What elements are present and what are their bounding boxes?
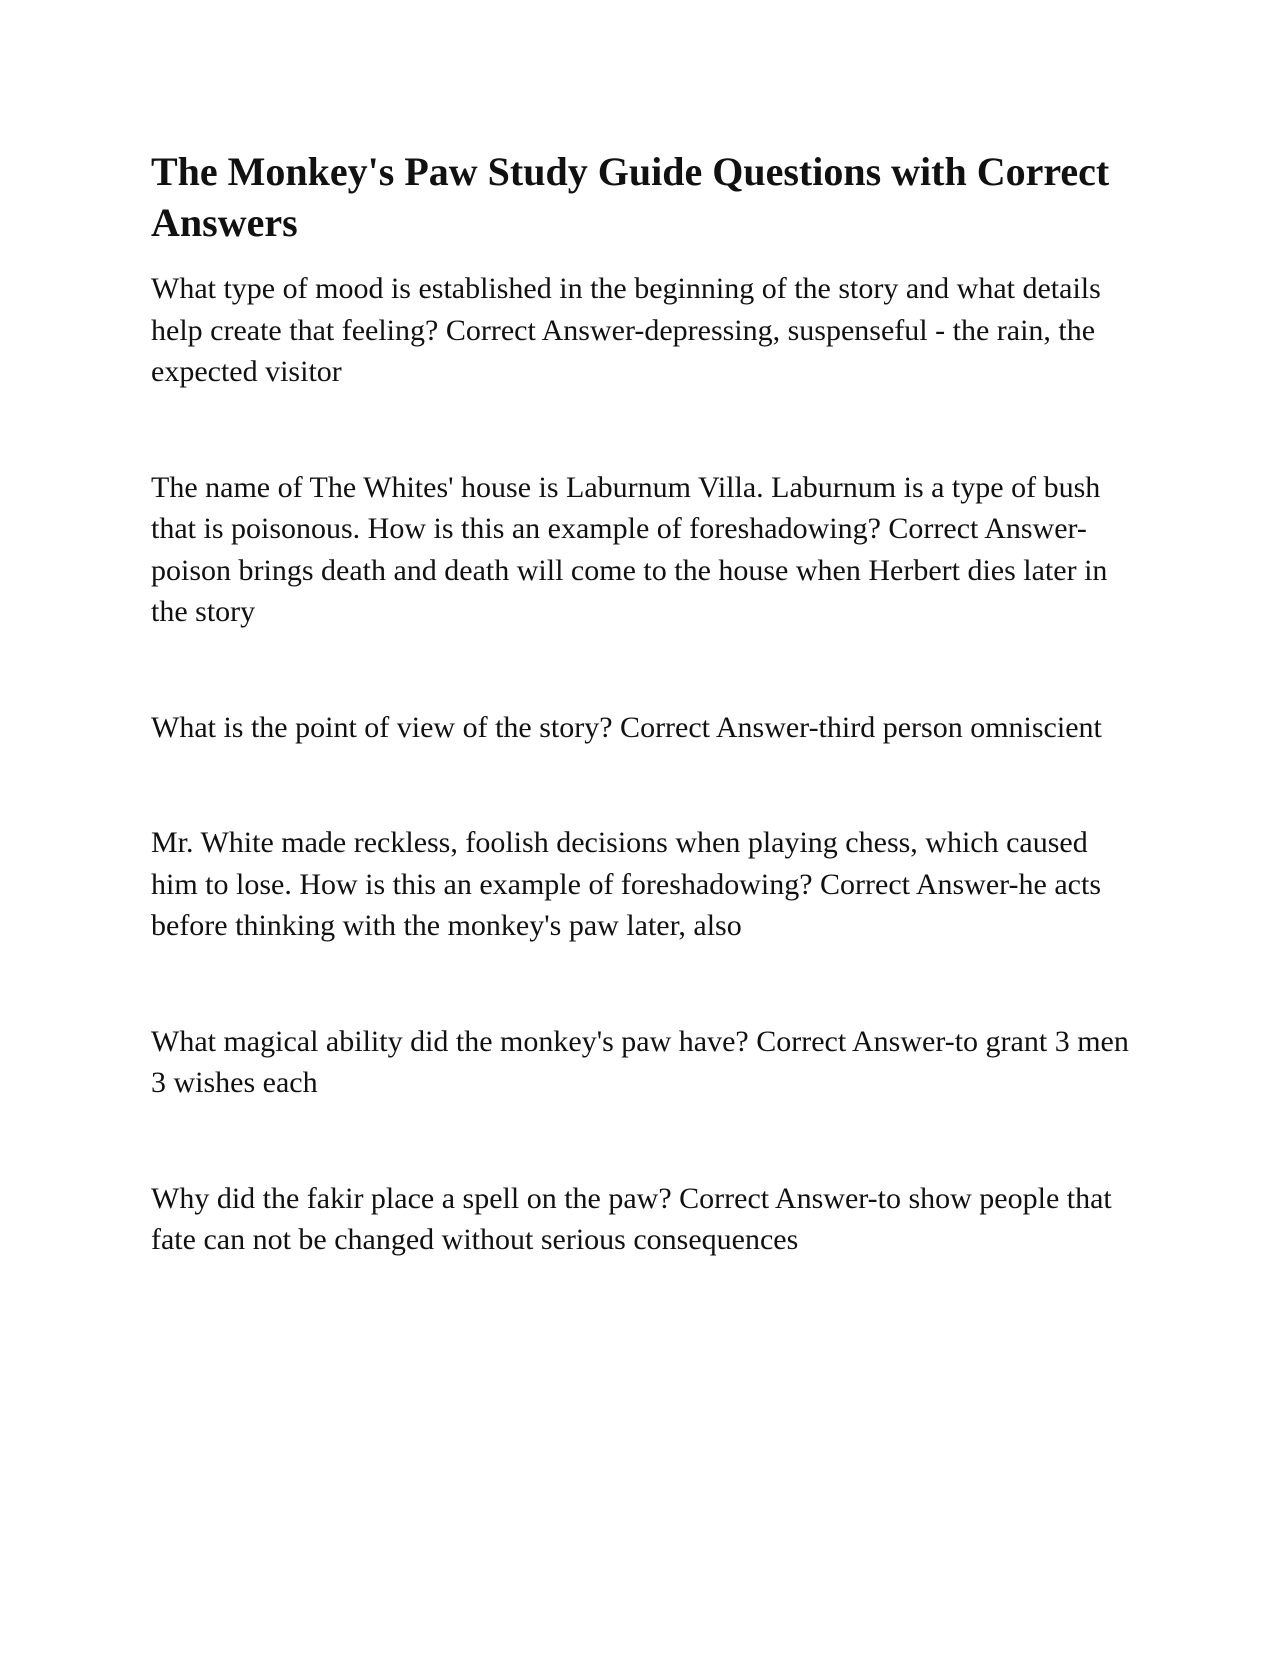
qa-item-1: What type of mood is established in the beginning of the story and what details help create that feeling? Correct Answer-depressing, suspenseful - the rain, the expected visitor bbox=[151, 272, 1101, 388]
qa-item-5: What magical ability did the monkey's paw have? Correct Answer-to grant 3 men 3 wishes each bbox=[151, 1024, 1129, 1099]
qa-item-6: Why did the fakir place a spell on the paw? Correct Answer-to show people that fate can not be changed without serious consequences bbox=[151, 1181, 1112, 1256]
document-content bbox=[151, 146, 1131, 1261]
document-title: The Monkey's Paw Study Guide Questions with Correct Answers bbox=[151, 149, 1110, 245]
qa-list bbox=[151, 268, 1131, 1261]
qa-item-3: What is the point of view of the story? Correct Answer-third person omniscient bbox=[151, 710, 1102, 744]
qa-item-4: Mr. White made reckless, foolish decisions when playing chess, which caused him to lose. How is this an example of foreshadowing? Correct Answer-he acts before thinking with the monkey's paw later, also bbox=[151, 826, 1101, 942]
qa-item-2: The name of The Whites' house is Laburnum Villa. Laburnum is a type of bush that is poisonous. How is this an example of foreshadowing? Correct Answer-poison brings death and death will come to the house when Herbert dies later in the story bbox=[151, 470, 1108, 628]
